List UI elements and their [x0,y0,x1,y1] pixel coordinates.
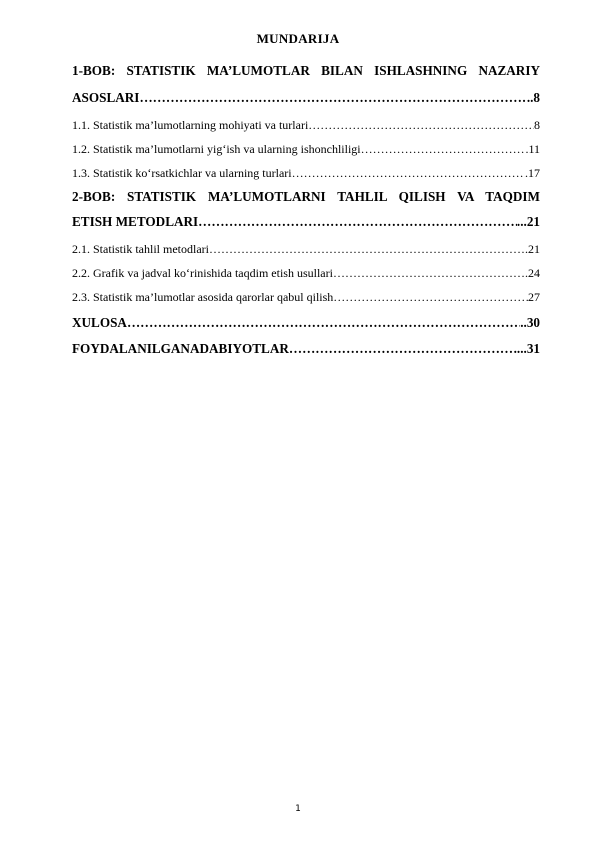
section-1-3-entry[interactable] [72,166,540,181]
dot-leader [361,142,526,157]
conclusion-page: ..30 [520,315,540,330]
section-page: 27 [528,290,540,304]
dot-leader [198,214,517,230]
dot-leader [333,266,525,281]
section-page: .17 [525,166,540,180]
toc-title: MUNDARIJA [256,31,340,46]
references-title: FOYDALANILGANADABIYOTLAR [72,341,289,356]
references-entry[interactable] [72,341,540,357]
section-title: 1.2. Statistik ma’lumotlarni yig‘ish va ularning ishonchliligi [72,142,361,156]
dot-leader [292,166,525,181]
dot-leader [139,90,526,106]
section-title: 2.2. Grafik va jadval ko‘rinishida taqdim etish usullari [72,266,333,280]
section-1-1-entry[interactable] [72,118,540,133]
dot-leader [308,118,534,133]
conclusion-entry[interactable] [72,315,540,331]
chapter-1-title-line2: ASOSLARI [72,90,140,105]
section-1-2-entry[interactable] [72,142,540,157]
section-page: .11 [525,142,540,156]
section-page: 8 [534,118,540,132]
section-2-1-entry[interactable] [72,242,540,257]
dot-leader [127,315,520,331]
section-title: 1.1. Statistik ma’lumotlarning mohiyati va turlari [72,118,309,132]
chapter-2-entry[interactable] [72,214,540,230]
section-title: 2.3. Statistik ma’lumotlar asosida qarorlar qabul qilish [72,290,334,304]
section-title: 2.1. Statistik tahlil metodlari [72,242,209,256]
dot-leader [333,290,528,305]
chapter-2-title-line1[interactable]: 2-BOB: STATISTIK MA’LUMOTLARNI TAHLIL QILISH VA TAQDIM [72,189,540,204]
page-number: 1 [295,804,301,814]
conclusion-title: XULOSA [72,315,127,330]
dot-leader [289,341,514,357]
section-page: .24 [525,266,540,280]
section-page: .21 [525,242,540,256]
section-2-2-entry[interactable] [72,266,540,281]
references-page: ....31 [513,341,540,356]
chapter-2-title-line2: ETISH METODLARI [72,214,199,229]
chapter-1-title-line1[interactable]: 1-BOB: STATISTIK MA’LUMOTLAR BILAN ISHLASHNING NAZARIY [72,63,540,78]
section-2-3-entry[interactable] [72,290,540,305]
chapter-1-page: ..8 [526,90,540,105]
chapter-2-page: ...21 [516,214,540,229]
section-title: 1.3. Statistik ko‘rsatkichlar va ularning turlari [72,166,292,180]
dot-leader [209,242,525,257]
chapter-1-entry[interactable] [72,90,540,106]
